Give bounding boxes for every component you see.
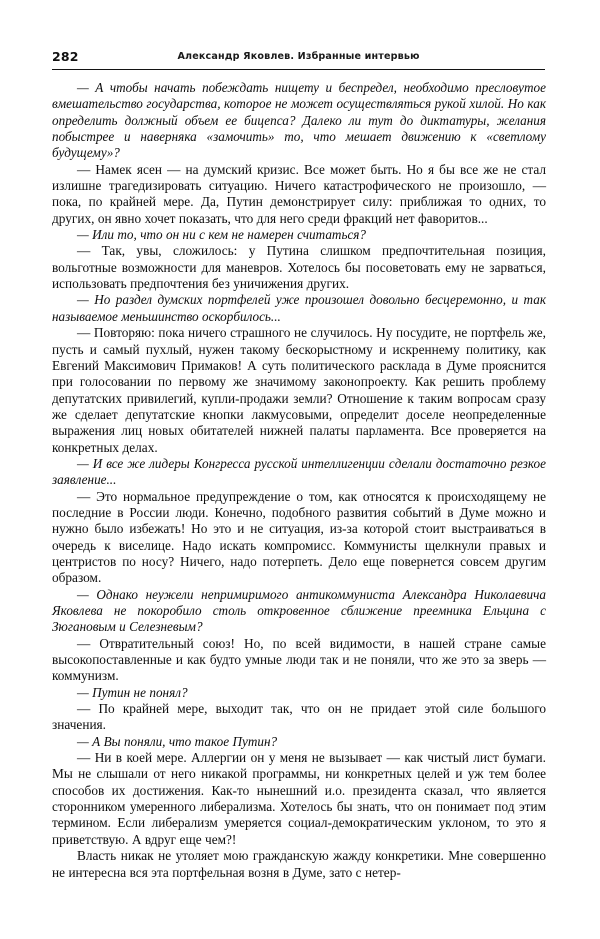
- paragraph: — А Вы поняли, что такое Путин?: [77, 733, 278, 749]
- page-header: [52, 48, 545, 70]
- running-title: Александр Яковлев. Избранные интервью: [177, 51, 420, 62]
- paragraph: — А чтобы начать побеждать нищету и беспредел, необходимо пресловутое вмешательство государства, которое не может осуществляться рукой хилой. Но как определить должный объем ее бицепса? Далеко ли тут до диктатуры, желания побыстрее и наверняка «замочить» то, что мешает движению к «светлому будущему»?: [52, 80, 546, 161]
- paragraph: — Однако неужели непримиримого антикоммуниста Александра Николаевича Яковлева не покоробило столь откровенное сближение преемника Ельцина с Зюгановым и Селезневым?: [52, 586, 546, 635]
- paragraph-continued: Власть никак не утоляет мою гражданскую жажду конкретики. Мне совершенно не интересна вся эта портфельная возня в Думе, зато с нетер-: [52, 848, 546, 880]
- paragraph: — Повторяю: пока ничего страшного не случилось. Ну посудите, не портфель же, пусть и самый пухлый, нужен такому бескорыстному и искреннему политику, как Евгений Максимович Примаков! А суть политического расклада в Думе прояснится при голосовании по первому же значимому законопроекту. Как решить проблему депутатских привилегий, купли-продажи земли? Отношение к таким вопросам сразу же сделает депутатские кнопки лакмусовыми, определит доселе неопределенные выражения лиц новых обитателей нижней палаты парламента. Все проверяется на конкретных делах.: [52, 325, 546, 455]
- paragraph: — Это нормальное предупреждение о том, как относятся к происходящему не последние в России люди. Конечно, подобного развития событий в Думе можно и нужно было избежать! Но это и не ситуация, из-за которой стоит выстраиваться в очередь к виселице. Надо искать компромисс. Коммунисты щелкнули правых и центристов по носу? Ничего, надо потерпеть. Дело еще повернется совсем другим образом.: [52, 488, 546, 586]
- paragraph: — И все же лидеры Конгресса русской интеллигенции сделали достаточно резкое заявление...: [52, 455, 546, 488]
- paragraph: — Отвратительный союз! Но, по всей видимости, в нашей стране самые высокопоставленные и как будто умные люди так и не поняли, что же это за зверь — коммунизм.: [52, 635, 546, 684]
- paragraph: — Ни в коей мере. Аллергии он у меня не вызывает — как чистый лист бумаги. Мы не слышали от него никакой программы, ни конкретных целей и уж тем более способов их достижения. Как-то нынешний и.о. президента сказал, что является сторонником умеренного либерализма. Хотелось бы знать, что он понимает под этим термином. Если либерализм умеряется социал-демократическим уклоном, то это я приветствую. А вдруг еще чем?!: [52, 750, 546, 847]
- page-number: 282: [52, 49, 79, 64]
- paragraph: — Так, увы, сложилось: у Путина слишком предпочтительная позиция, вольготные возможности для маневров. Хотелось бы посоветовать ему не зарваться, использовать предпочтения без уничижения других.: [52, 243, 546, 292]
- paragraph: — Но раздел думских портфелей уже произошел довольно бесцеремонно, и так называемое меньшинство оскорбилось...: [52, 292, 546, 324]
- paragraph: — По крайней мере, выходит так, что он не придает этой силе большого значения.: [52, 701, 546, 733]
- body-text-column: [52, 80, 546, 881]
- paragraph: — Намек ясен — на думский кризис. Все может быть. Но я бы все же не стал излишне трагедизировать ситуацию. Ничего катастрофического не произошло, — пока, по крайней мере. Да, Путин демонстрирует силу: приближая то одних, то других, он явно хочет показать, что для него среди фракций нет фаворитов...: [52, 161, 546, 226]
- paragraph: — Путин не понял?: [77, 684, 188, 700]
- paragraph: — Или то, что он ни с кем не намерен считаться?: [77, 227, 367, 243]
